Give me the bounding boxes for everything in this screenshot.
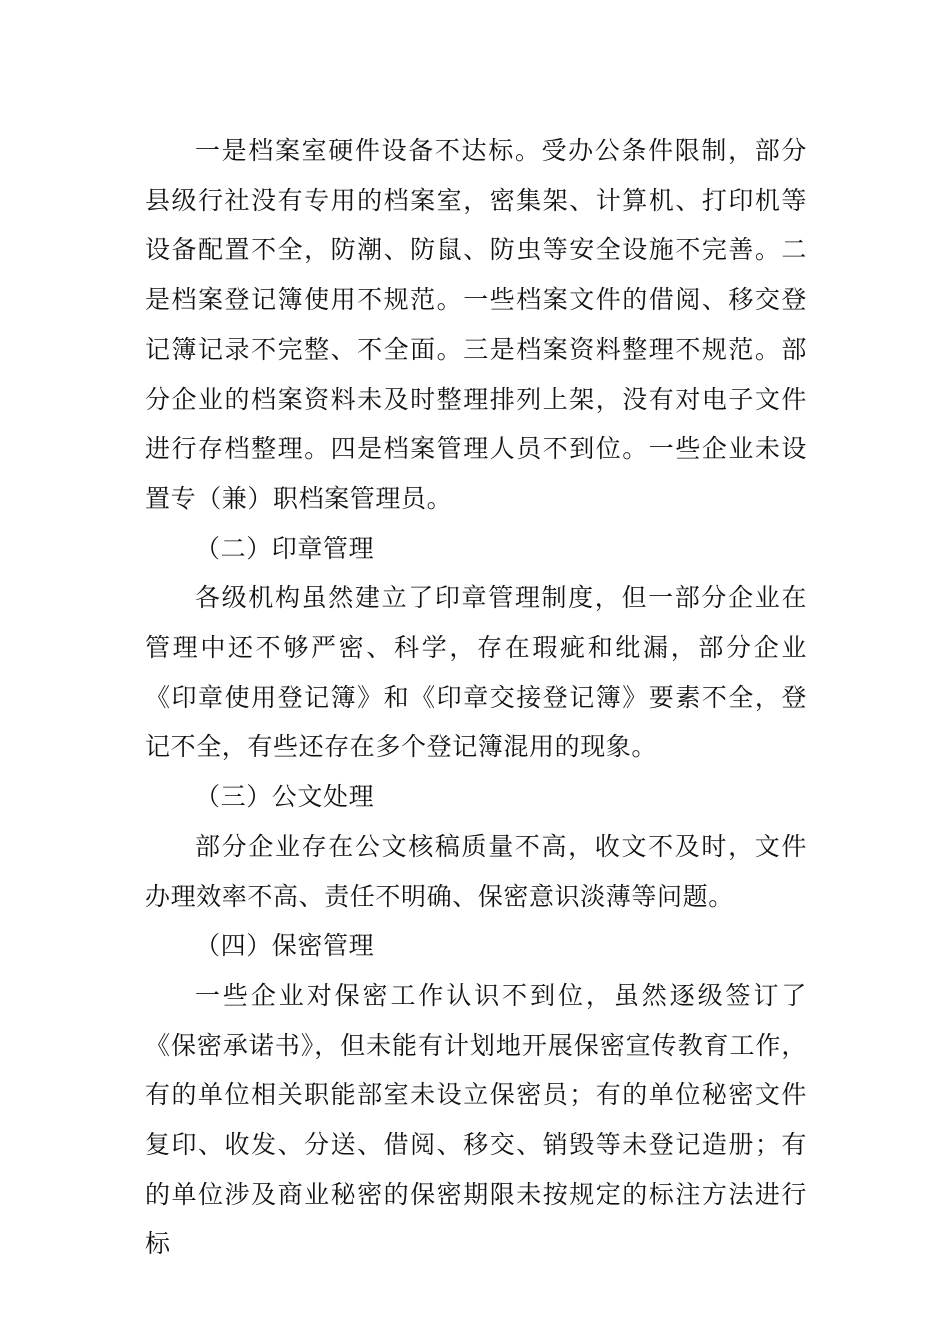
section-heading-document-processing: （三）公文处理 — [195, 782, 375, 812]
document-body — [145, 126, 807, 1269]
paragraph-archive-issues: 一是档案室硬件设备不达标。受办公条件限制，部分县级行社没有专用的档案室，密集架、计算机、打印机等设备配置不全，防潮、防鼠、防虫等安全设施不完善。二是档案登记簿使用不规范。一些档案文件的借阅、移交登记簿记录不完整、不全面。三是档案资料整理不规范。部分企业的档案资料未及时整理排列上架，没有对电子文件进行存档整理。四是档案管理人员不到位。一些企业未设置专（兼）职档案管理员。 — [145, 136, 807, 513]
paragraph-confidentiality: 一些企业对保密工作认识不到位，虽然逐级签订了《保密承诺书》，但未能有计划地开展保密宣传教育工作，有的单位相关职能部室未设立保密员；有的单位秘密文件复印、收发、分送、借阅、移交、销毁等未登记造册；有的单位涉及商业秘密的保密期限未按规定的标注方法进行标 — [145, 980, 807, 1259]
section-heading-seal-management: （二）印章管理 — [195, 533, 375, 563]
paragraph-seal-management: 各级机构虽然建立了印章管理制度，但一部分企业在管理中还不够严密、科学，存在瑕疵和纰漏，部分企业《印章使用登记簿》和《印章交接登记簿》要素不全，登记不全，有些还存在多个登记簿混用的现象。 — [145, 583, 807, 762]
section-heading-confidentiality: （四）保密管理 — [195, 931, 375, 961]
paragraph-document-processing: 部分企业存在公文核稿质量不高，收文不及时，文件办理效率不高、责任不明确、保密意识淡薄等问题。 — [145, 831, 807, 911]
